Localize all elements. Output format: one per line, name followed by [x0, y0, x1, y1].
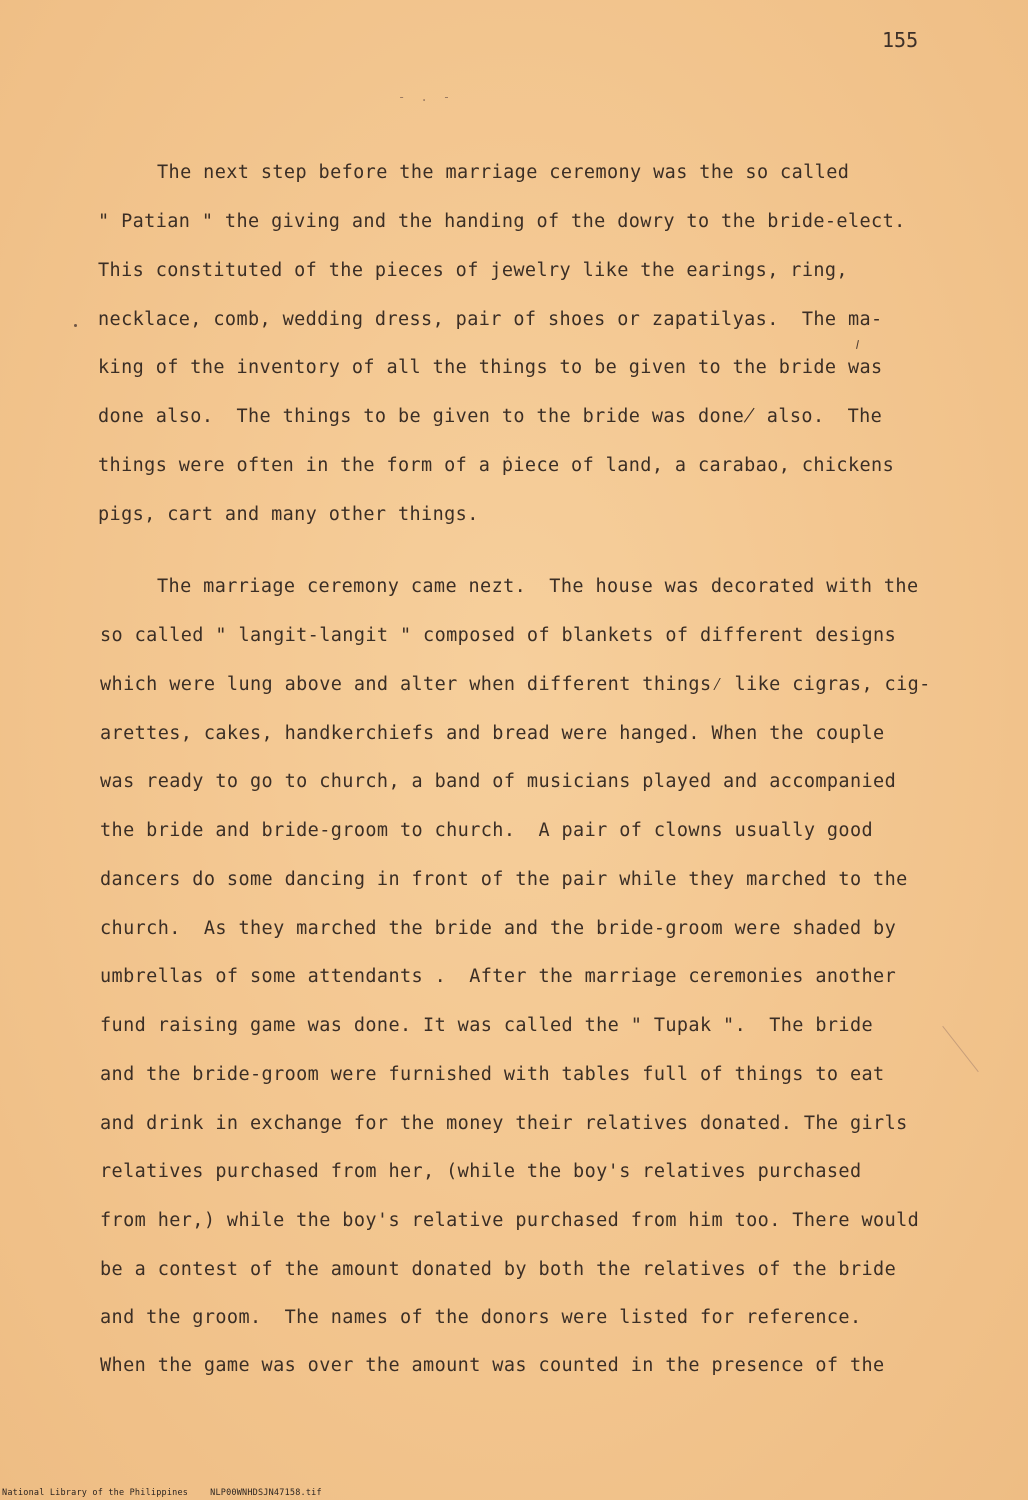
text-line: from her,) while the boy's relative purchased from him too. There would [100, 1210, 920, 1231]
page-number: 155 [882, 28, 919, 52]
text-line: so called " langit-langit " composed of blankets of different designs [100, 625, 897, 646]
text-line: The next step before the marriage ceremony was the so called [157, 162, 850, 183]
archive-footer [2, 1488, 322, 1498]
text-line: king of the inventory of all the things to be given to the bride was [98, 357, 883, 378]
text-line: done also. The things to be given to the bride was done̸ also. The [98, 406, 883, 427]
text-line: the bride and bride-groom to church. A pair of clowns usually good [100, 820, 874, 841]
text-line: dancers do some dancing in front of the pair while they marched to the [100, 869, 908, 890]
margin-stroke [942, 1026, 978, 1072]
text-line: arettes, cakes, handkerchiefs and bread were hanged. When the couple [100, 723, 885, 744]
text-line: fund raising game was done. It was called the " Tupak ". The bride [100, 1015, 874, 1036]
text-line: was ready to go to church, a band of musicians played and accompanied [100, 771, 897, 792]
text-line: necklace, comb, wedding dress, pair of shoes or zapatilyas. The ma- [98, 309, 883, 330]
margin-dot [74, 324, 77, 327]
text-line: things were often in the form of a ṗiece of land, a carabao, chickens [98, 455, 895, 476]
text-line: pigs, cart and many other things. [98, 504, 479, 525]
text-line: church. As they marched the bride and the bride-groom were shaded by [100, 918, 897, 939]
file-name: NLP00WNHDSJN47158.tif [210, 1488, 322, 1498]
text-line: The marriage ceremony came nezt. The house was decorated with the [157, 576, 919, 597]
text-line: umbrellas of some attendants . After the marriage ceremonies another [100, 966, 897, 987]
text-line: and drink in exchange for the money their relatives donated. The girls [100, 1113, 908, 1134]
library-name: National Library of the Philippines [2, 1488, 189, 1498]
top-mark: - . - [398, 90, 455, 104]
handwritten-tick [856, 340, 859, 349]
text-line: This constituted of the pieces of jewelry like the earings, ring, [98, 260, 848, 281]
text-line: When the game was over the amount was counted in the presence of the [100, 1355, 885, 1376]
text-line: and the bride-groom were furnished with tables full of things to eat [100, 1064, 885, 1085]
text-line: and the groom. The names of the donors were listed for reference. [100, 1307, 862, 1328]
text-line: be a contest of the amount donated by both the relatives of the bride [100, 1259, 897, 1280]
text-line: relatives purchased from her, (while the boy's relatives purchased [100, 1161, 862, 1182]
text-line: " Patian " the giving and the handing of the dowry to the bride-elect. [98, 211, 906, 232]
text-line: which were lung above and alter when different things⁄ like cigras, cig- [100, 674, 931, 695]
